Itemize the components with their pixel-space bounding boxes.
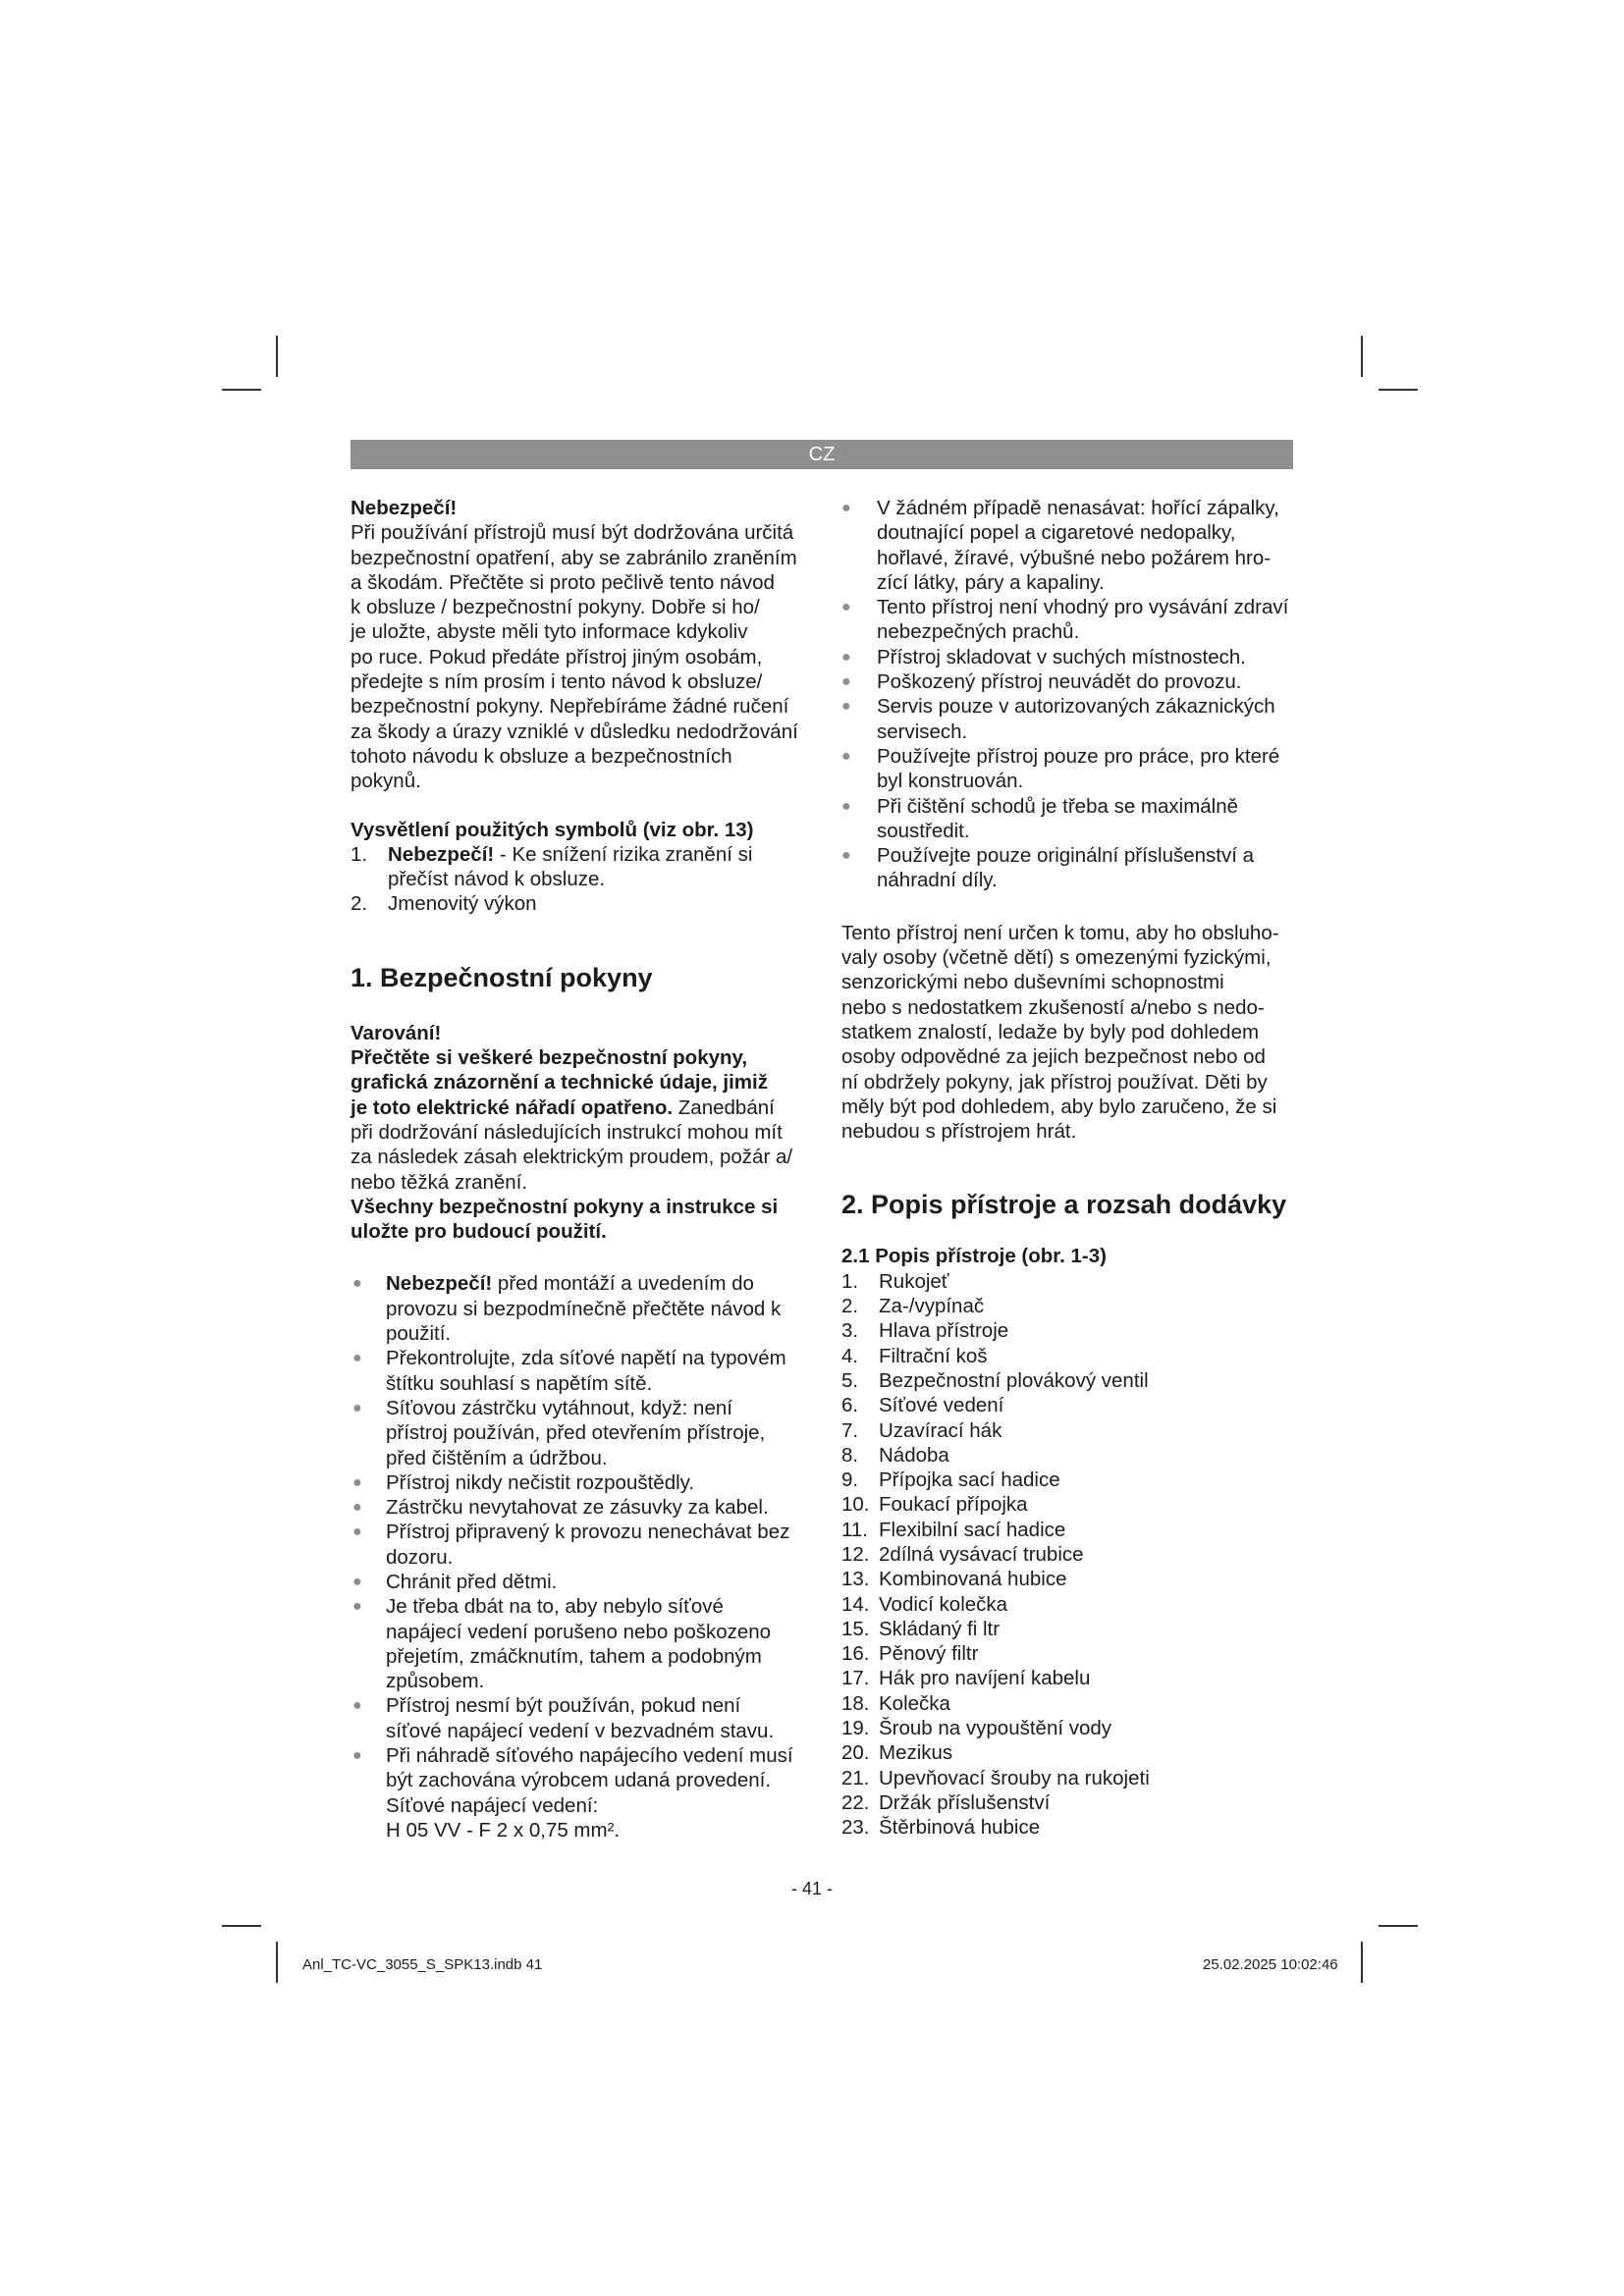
bullet-text-line — [386, 1669, 808, 1693]
children-notice-paragraph — [841, 921, 1293, 1145]
danger-text-line: tohoto návodu k obsluze a bezpečnostních — [351, 744, 732, 768]
bullet-text-line — [386, 1396, 808, 1420]
bullet-text: Chránit před dětmi. — [386, 1570, 558, 1593]
bullet-text: Přístroj připravený k provozu nenechávat bez — [386, 1521, 790, 1544]
parts-list-item — [841, 1393, 1293, 1417]
parts-list-item — [841, 1492, 1293, 1517]
part-number: 20. — [841, 1741, 870, 1765]
page-number: - 41 - — [790, 1879, 833, 1898]
bullet-item — [351, 1693, 808, 1743]
part-name: Mezikus — [879, 1741, 953, 1765]
part-name: Bezpečnostní plovákový ventil — [879, 1368, 1149, 1392]
right-column — [841, 496, 1293, 1841]
children-text-line: senzorickými nebo duševními schopnostmi — [841, 971, 1224, 994]
crop-mark — [1379, 389, 1418, 391]
bullet-text-line — [386, 1644, 808, 1669]
warning-paragraph — [351, 1120, 808, 1195]
bullet-text-line: doutnající popel a cigaretové nedopalky, — [877, 521, 1236, 545]
bullet-icon: ● — [841, 648, 851, 666]
bullet-text-line: soustředit. — [877, 819, 970, 842]
warning-text-line: za následek zásah elektrickým proudem, požár a/ — [351, 1146, 793, 1169]
part-name: Šroub na vypouštění vody — [879, 1717, 1112, 1740]
parts-list-item — [841, 1269, 1293, 1294]
language-header-bar — [351, 440, 1293, 469]
bullet-text-line — [386, 1793, 808, 1818]
bullet-text-line: V žádném případě nenasávat: hořící zápalky, — [877, 497, 1279, 519]
bullet-text-line: hořlavé, žíravé, výbušné nebo požárem hro- — [877, 546, 1272, 569]
part-number: 21. — [841, 1766, 870, 1789]
danger-text-line: a škodám. Přečtěte si proto pečlivě tento návod — [351, 570, 775, 594]
bullet-text-line — [386, 1271, 808, 1296]
parts-list-item — [841, 1617, 1293, 1641]
bullet-text: použití. — [386, 1322, 452, 1346]
part-name: Filtrační koš — [879, 1344, 988, 1367]
part-name: Přípojka sací hadice — [879, 1468, 1060, 1492]
item-text: - Ke snížení rizika zranění si — [494, 842, 753, 866]
part-number: 12. — [841, 1542, 870, 1566]
danger-text-line: je uložte, abyste měli tyto informace kdykoliv — [351, 620, 748, 644]
children-text-line: ní obdržely pokyny, jak přístroj používat. Děti by — [841, 1070, 1268, 1094]
bullet-icon: ● — [841, 847, 851, 865]
parts-list-item — [841, 1740, 1293, 1765]
symbols-title: Vysvětlení použitých symbolů (viz obr. 13) — [351, 818, 754, 841]
part-name: Kolečka — [879, 1691, 950, 1715]
bullet-text: být zachována výrobcem udaná provedení. — [386, 1769, 772, 1792]
item-text-line: přečíst návod k obsluze. — [388, 868, 606, 891]
parts-list-item — [841, 1294, 1293, 1318]
children-text-line: statkem znalostí, ledaže by byly pod dohledem — [841, 1020, 1260, 1043]
parts-list-item — [841, 1592, 1293, 1617]
part-number: 11. — [841, 1518, 868, 1541]
part-name: Pěnový filtr — [879, 1642, 979, 1666]
bullet-bold: Nebezpečí! — [386, 1272, 493, 1296]
danger-text-line: za škody a úrazy vzniklé v důsledku nedodržování — [351, 720, 798, 743]
bullet-text-line — [386, 1420, 808, 1445]
bullet-text-line: náhradní díly. — [877, 869, 998, 892]
parts-list — [841, 1269, 1293, 1841]
children-text-line: valy osoby (včetně dětí) s omezenými fyzickými, — [841, 946, 1272, 970]
bullet-icon: ● — [352, 1499, 362, 1517]
bullet-text: Přístroj nesmí být používán, pokud není — [386, 1694, 741, 1718]
parts-list-item — [841, 1344, 1293, 1368]
parts-list-item — [841, 1641, 1293, 1666]
part-number: 18. — [841, 1691, 870, 1715]
bullet-text-line — [386, 1743, 808, 1768]
bullet-item — [841, 645, 1293, 669]
safety-bullet-list-continued — [841, 496, 1293, 893]
parts-list-item — [841, 1766, 1293, 1790]
keep-instructions-line: uložte pro budoucí použití. — [351, 1220, 607, 1244]
danger-title: Nebezpečí! — [351, 497, 458, 519]
warning-tail: Zanedbání — [673, 1095, 775, 1119]
bullet-text-line — [386, 1446, 808, 1470]
bullet-text-line — [386, 1693, 808, 1718]
bullet-text-line — [386, 1520, 808, 1544]
left-column — [351, 496, 808, 1842]
bullet-icon: ● — [841, 500, 851, 516]
bullet-text-line — [386, 1321, 808, 1346]
bullet-item — [351, 1570, 808, 1594]
bullet-text: dozoru. — [386, 1545, 454, 1569]
part-number: 17. — [841, 1667, 870, 1690]
bullet-icon: ● — [841, 599, 851, 616]
bullet-text-line — [386, 1768, 808, 1792]
bullet-icon: ● — [352, 1350, 362, 1367]
part-number: 5. — [841, 1368, 859, 1392]
parts-list-item — [841, 1468, 1293, 1492]
bullet-item — [841, 669, 1293, 694]
part-name: Hák pro navíjení kabelu — [879, 1667, 1091, 1690]
bullet-text-line — [386, 1594, 808, 1619]
bullet-text-line: Používejte pouze originální příslušenství a — [877, 844, 1255, 868]
part-number: 1. — [841, 1269, 859, 1293]
danger-text-line: pokynů. — [351, 770, 421, 793]
bullet-text: síťové napájecí vedení v bezvadném stavu. — [386, 1719, 775, 1742]
bullet-icon: ● — [352, 1275, 362, 1293]
bullet-text: Zástrčku nevytahovat ze zásuvky za kabel. — [386, 1496, 769, 1520]
parts-list-item — [841, 1815, 1293, 1840]
part-number: 22. — [841, 1790, 870, 1814]
bullet-icon: ● — [841, 698, 851, 716]
part-name: Flexibilní sací hadice — [879, 1518, 1066, 1541]
bullet-text-line — [386, 1495, 808, 1520]
part-number: 14. — [841, 1592, 870, 1616]
danger-text-line: předejte s ním prosím i tento návod k obsluze/ — [351, 670, 763, 694]
bullet-text: způsobem. — [386, 1670, 485, 1693]
part-number: 8. — [841, 1443, 859, 1467]
part-number: 4. — [841, 1344, 859, 1367]
symbols-list-item — [351, 891, 808, 916]
bullet-text-line — [386, 1346, 808, 1370]
part-number: 9. — [841, 1468, 859, 1492]
warning-text-line: nebo těžká zranění. — [351, 1170, 528, 1194]
danger-text-line: k obsluze / bezpečnostní pokyny. Dobře si ho/ — [351, 596, 760, 619]
danger-text-line: Při používání přístrojů musí být dodržována určitá — [351, 521, 794, 545]
keep-instructions-line: Všechny bezpečnostní pokyny a instrukce si — [351, 1195, 779, 1218]
symbols-list — [351, 842, 808, 917]
language-code: CZ — [808, 444, 836, 465]
part-name: Hlava přístroje — [879, 1319, 1009, 1343]
parts-list-item — [841, 1567, 1293, 1591]
bullet-text-line — [386, 1297, 808, 1321]
warning-title: Varování! — [351, 1021, 442, 1044]
part-number: 7. — [841, 1418, 859, 1442]
bullet-item — [841, 694, 1293, 744]
bullet-icon: ● — [352, 1598, 362, 1616]
bullet-text-line — [386, 1620, 808, 1644]
danger-paragraph — [351, 520, 808, 793]
crop-mark — [1361, 1942, 1363, 1983]
part-name: Skládaný fi ltr — [879, 1617, 1001, 1640]
safety-bullet-list — [351, 1271, 808, 1842]
part-number: 23. — [841, 1816, 870, 1840]
children-text-line: nebudou s přístrojem hrát. — [841, 1120, 1077, 1144]
bullet-text-line: Poškozený přístroj neuvádět do provozu. — [877, 670, 1242, 694]
bullet-text: H 05 VV - F 2 x 0,75 mm². — [386, 1818, 621, 1842]
part-number: 15. — [841, 1617, 870, 1640]
bullet-icon: ● — [352, 1747, 362, 1765]
part-name: Štěrbinová hubice — [879, 1816, 1041, 1840]
part-name: 2dílná vysávací trubice — [879, 1542, 1084, 1566]
bullet-text: napájecí vedení porušeno nebo poškozeno — [386, 1620, 772, 1643]
bullet-text-line — [386, 1570, 808, 1594]
part-name: Foukací přípojka — [879, 1493, 1028, 1517]
children-text-line: měly být pod dohledem, aby bylo zaručeno, že si — [841, 1095, 1277, 1118]
bullet-text-line: Tento přístroj není vhodný pro vysávání zdraví — [877, 596, 1289, 619]
part-name: Uzavírací hák — [879, 1418, 1002, 1442]
bullet-text-line: byl konstruován. — [877, 770, 1024, 793]
bullet-item — [841, 496, 1293, 595]
warning-bold-fragment: je toto elektrické nářadí opatřeno. — [351, 1095, 674, 1119]
bullet-icon: ● — [841, 673, 851, 691]
part-number: 6. — [841, 1394, 859, 1417]
bullet-text: přístroj používán, před otevřením přístroje, — [386, 1421, 766, 1445]
part-name: Kombinovaná hubice — [879, 1568, 1067, 1591]
children-text-line: Tento přístroj není určen k tomu, aby ho obsluho- — [841, 921, 1279, 944]
parts-list-item — [841, 1518, 1293, 1542]
bullet-item — [351, 1743, 808, 1842]
bullet-text-line: Servis pouze v autorizovaných zákaznických — [877, 695, 1275, 719]
bullet-icon: ● — [352, 1523, 362, 1541]
children-text-line: osoby odpovědné za jejich bezpečnost nebo od — [841, 1045, 1266, 1069]
bullet-text: před čištěním a údržbou. — [386, 1446, 608, 1469]
parts-list-item — [841, 1443, 1293, 1468]
part-name: Vodicí kolečka — [879, 1592, 1008, 1616]
warning-text-line: při dodržování následujících instrukcí mohou mít — [351, 1120, 783, 1144]
part-name: Nádoba — [879, 1443, 949, 1467]
bullet-item — [841, 744, 1293, 794]
bullet-text-line — [386, 1545, 808, 1570]
parts-list-item — [841, 1691, 1293, 1716]
footer-filename: Anl_TC-VC_3055_S_SPK13.indb 41 — [302, 1956, 543, 1973]
bullet-text: štítku souhlasí s napětím sítě. — [386, 1371, 653, 1395]
parts-list-item — [841, 1368, 1293, 1393]
danger-text-line: bezpečnostní pokyny. Nepřebíráme žádné ručení — [351, 695, 789, 719]
bullet-text: přejetím, zmáčknutím, tahem a podobným — [386, 1644, 762, 1668]
bullet-item — [351, 1495, 808, 1520]
bullet-text: Překontrolujte, zda síťové napětí na typovém — [386, 1347, 786, 1370]
section-1-title: 1. Bezpečnostní pokyny — [351, 962, 653, 992]
bullet-item — [351, 1396, 808, 1470]
bullet-item — [841, 595, 1293, 645]
parts-list-item — [841, 1716, 1293, 1740]
children-text-line: nebo s nedostatkem zkušeností a/nebo s nedo- — [841, 995, 1265, 1019]
bullet-icon: ● — [352, 1399, 362, 1416]
item-text: Jmenovitý výkon — [388, 892, 537, 916]
crop-mark — [1379, 1925, 1418, 1927]
bullet-text-line: zící látky, páry a kapaliny. — [877, 570, 1105, 594]
bullet-text: Síťové napájecí vedení: — [386, 1793, 599, 1817]
item-bold: Nebezpečí! — [388, 842, 495, 866]
part-name: Držák příslušenství — [879, 1790, 1051, 1814]
crop-mark — [1361, 336, 1363, 377]
part-number: 19. — [841, 1717, 870, 1740]
parts-list-item — [841, 1666, 1293, 1690]
bullet-text-line: servisech. — [877, 720, 968, 743]
bullet-text: Je třeba dbát na to, aby nebylo síťové — [386, 1595, 724, 1619]
bullet-text-line — [386, 1818, 808, 1842]
item-number: 1. — [351, 842, 368, 866]
bullet-text: Při náhradě síťového napájecího vedení musí — [386, 1744, 793, 1768]
bullet-icon: ● — [352, 1697, 362, 1715]
bullet-text-line: Používejte přístroj pouze pro práce, pro které — [877, 744, 1280, 768]
part-name: Za-/vypínač — [879, 1295, 985, 1318]
parts-list-item — [841, 1318, 1293, 1343]
warning-mixed-line — [351, 1095, 808, 1120]
bullet-text: Přístroj nikdy nečistit rozpouštědly. — [386, 1470, 695, 1494]
parts-list-item — [841, 1542, 1293, 1567]
crop-mark — [222, 1925, 261, 1927]
part-number: 10. — [841, 1493, 870, 1517]
parts-list-item — [841, 1418, 1293, 1443]
part-name: Rukojeť — [879, 1269, 949, 1293]
bullet-item — [351, 1271, 808, 1346]
bullet-item — [351, 1520, 808, 1570]
bullet-item — [351, 1594, 808, 1693]
crop-mark — [276, 336, 278, 377]
bullet-icon: ● — [352, 1573, 362, 1590]
danger-text-line: po ruce. Pokud předáte přístroj jiným osobám, — [351, 645, 763, 668]
subsection-2-1-title: 2.1 Popis přístroje (obr. 1-3) — [841, 1245, 1107, 1268]
bullet-text-line — [386, 1719, 808, 1743]
symbols-list-item — [351, 842, 808, 892]
part-name: Síťové vedení — [879, 1394, 1004, 1417]
part-number: 2. — [841, 1295, 859, 1318]
bullet-text-line: Při čištění schodů je třeba se maximálně — [877, 794, 1239, 818]
part-number: 16. — [841, 1642, 870, 1666]
footer-timestamp: 25.02.2025 10:02:46 — [1203, 1956, 1338, 1973]
bullet-text-line: Přístroj skladovat v suchých místnostech. — [877, 645, 1246, 668]
bullet-text: provozu si bezpodmínečně přečtěte návod k — [386, 1297, 782, 1320]
danger-text-line: bezpečnostní opatření, aby se zabránilo zraněním — [351, 546, 797, 569]
bullet-text-line — [386, 1371, 808, 1396]
warning-bold-line: grafická znázornění a technické údaje, jimiž — [351, 1071, 768, 1095]
part-number: 3. — [841, 1319, 859, 1343]
bullet-text: před montáží a uvedením do — [492, 1272, 754, 1296]
bullet-item — [841, 843, 1293, 893]
bullet-text: Síťovou zástrčku vytáhnout, když: není — [386, 1396, 732, 1419]
part-name: Upevňovací šrouby na rukojeti — [879, 1766, 1150, 1789]
section-2-title: 2. Popis přístroje a rozsah dodávky — [841, 1190, 1287, 1220]
item-number: 2. — [351, 892, 368, 916]
bullet-item — [351, 1470, 808, 1495]
item-text-line — [388, 891, 808, 916]
bullet-icon: ● — [352, 1473, 362, 1491]
bullet-text-line: nebezpečných prachů. — [877, 620, 1080, 644]
bullet-icon: ● — [841, 747, 851, 765]
part-number: 13. — [841, 1568, 870, 1591]
bullet-icon: ● — [841, 797, 851, 815]
parts-list-item — [841, 1790, 1293, 1815]
bullet-item — [841, 794, 1293, 844]
warning-bold-line: Přečtěte si veškeré bezpečnostní pokyny, — [351, 1046, 748, 1070]
item-text-line — [388, 842, 808, 867]
bullet-item — [351, 1346, 808, 1396]
bullet-text-line — [386, 1470, 808, 1495]
crop-mark — [222, 389, 261, 391]
crop-mark — [276, 1942, 278, 1983]
